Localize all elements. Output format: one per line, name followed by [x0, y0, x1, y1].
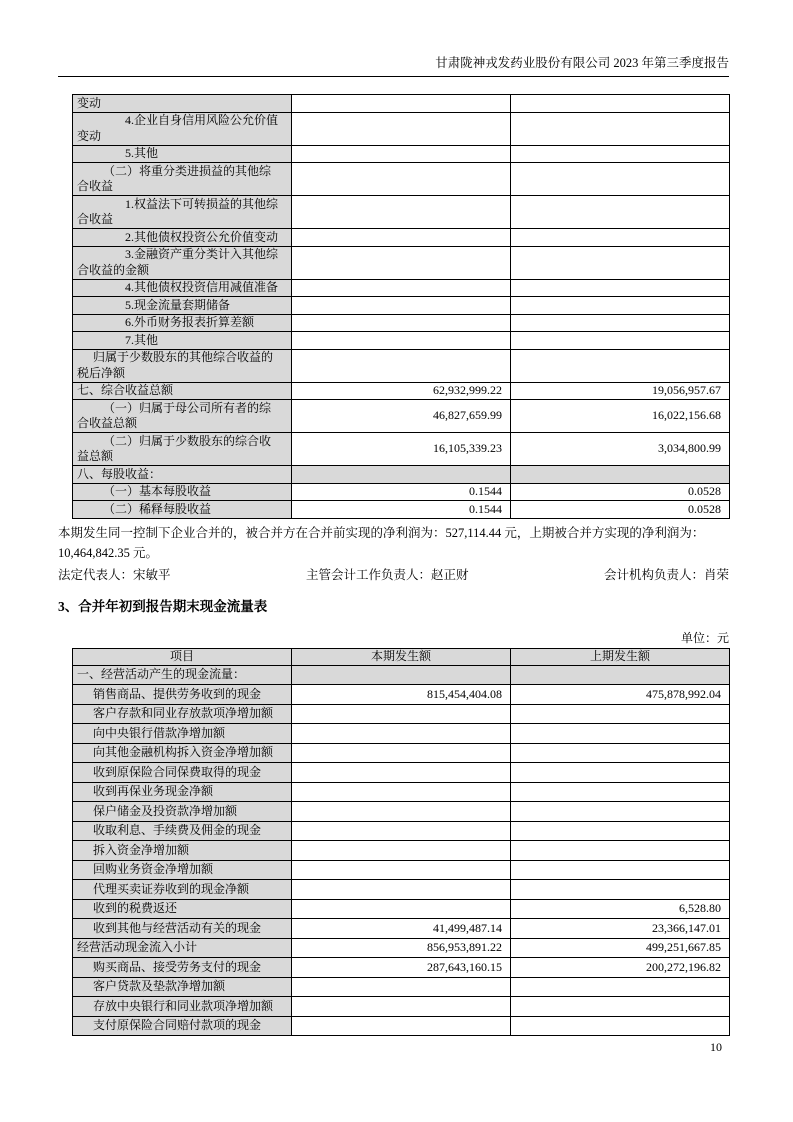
row-item-label: 客户贷款及垫款净增加额: [73, 977, 292, 997]
section-title: 3、合并年初到报告期末现金流量表: [58, 598, 268, 614]
table-row: [73, 665, 730, 685]
current-period-value: [292, 841, 511, 861]
current-period-value: 856,953,891.22: [292, 938, 511, 958]
prior-period-value: [511, 821, 730, 841]
chief-accountant: 主管会计工作负责人：赵正财: [305, 567, 469, 582]
current-period-value: [292, 314, 511, 332]
row-item-label: 收到其他与经营活动有关的现金: [73, 919, 292, 939]
row-item-label: （二）归属于少数股东的综合收益总额: [73, 433, 292, 466]
prior-period-value: [511, 743, 730, 763]
row-item-label: 收到的税费返还: [73, 899, 292, 919]
row-item-label: 5.现金流量套期储备: [73, 297, 292, 315]
table-row: [73, 279, 730, 297]
row-item-label: （二）将重分类进损益的其他综合收益: [73, 163, 292, 196]
prior-period-value: [511, 95, 730, 113]
current-period-value: [292, 95, 511, 113]
comprehensive-income-table: [72, 94, 730, 519]
col-header-current-period: 本期发生额: [292, 648, 511, 665]
table-row: [73, 349, 730, 382]
row-item-label: 存放中央银行和同业款项净增加额: [73, 997, 292, 1017]
table-row: [73, 382, 730, 400]
prior-period-value: [511, 704, 730, 724]
prior-period-value: [511, 763, 730, 783]
row-item-label: 6.外币财务报表折算差额: [73, 314, 292, 332]
row-item-label: 客户存款和同业存放款项净增加额: [73, 704, 292, 724]
table-row: [73, 997, 730, 1017]
current-period-value: [292, 899, 511, 919]
current-period-value: [292, 145, 511, 163]
table-row: [73, 1016, 730, 1036]
row-item-label: 七、综合收益总额: [73, 382, 292, 400]
current-period-value: [292, 704, 511, 724]
current-period-value: 0.1544: [292, 501, 511, 519]
row-item-label: 拆入资金净增加额: [73, 841, 292, 861]
current-period-value: [292, 724, 511, 744]
current-period-value: [292, 163, 511, 196]
prior-period-value: [511, 802, 730, 822]
table-row: [73, 977, 730, 997]
table-row: [73, 246, 730, 279]
row-item-label: （一）基本每股收益: [73, 483, 292, 501]
row-item-label: 收取利息、手续费及佣金的现金: [73, 821, 292, 841]
prior-period-value: [511, 860, 730, 880]
table-row: [73, 332, 730, 350]
table-row: [73, 229, 730, 247]
prior-period-value: [511, 229, 730, 247]
prior-period-value: [511, 314, 730, 332]
table-row: [73, 743, 730, 763]
prior-period-value: [511, 782, 730, 802]
legal-representative: 法定代表人：宋敏平: [58, 567, 171, 582]
table-row: [73, 938, 730, 958]
row-item-label: 向中央银行借款净增加额: [73, 724, 292, 744]
prior-period-value: [511, 163, 730, 196]
prior-period-value: [511, 297, 730, 315]
table-row: [73, 899, 730, 919]
prior-period-value: [511, 349, 730, 382]
row-item-label: （一）归属于母公司所有者的综合收益总额: [73, 400, 292, 433]
prior-period-value: 3,034,800.99: [511, 433, 730, 466]
accounting-head: 会计机构负责人：肖荣: [603, 567, 729, 582]
table-row: [73, 400, 730, 433]
row-item-label: 4.其他债权投资信用减值准备: [73, 279, 292, 297]
prior-period-value: 0.0528: [511, 483, 730, 501]
row-item-label: 支付原保险合同赔付款项的现金: [73, 1016, 292, 1036]
row-item-label: 保户储金及投资款净增加额: [73, 802, 292, 822]
current-period-value: [292, 112, 511, 145]
row-item-label: 变动: [73, 95, 292, 113]
table-row: [73, 466, 730, 484]
row-item-label: 1.权益法下可转损益的其他综合收益: [73, 196, 292, 229]
table-row: [73, 112, 730, 145]
row-item-label: 收到原保险合同保费取得的现金: [73, 763, 292, 783]
current-period-value: [292, 743, 511, 763]
prior-period-value: [511, 466, 730, 484]
current-period-value: [292, 297, 511, 315]
table-row: [73, 483, 730, 501]
prior-period-value: [511, 332, 730, 350]
prior-period-value: 499,251,667.85: [511, 938, 730, 958]
row-item-label: 购买商品、接受劳务支付的现金: [73, 958, 292, 978]
table-row: [73, 802, 730, 822]
row-item-label: 4.企业自身信用风险公允价值变动: [73, 112, 292, 145]
table-row: [73, 704, 730, 724]
table-row: [73, 919, 730, 939]
row-item-label: 收到再保业务现金净额: [73, 782, 292, 802]
table-row: [73, 821, 730, 841]
row-item-label: （二）稀释每股收益: [73, 501, 292, 519]
prior-period-value: 475,878,992.04: [511, 685, 730, 705]
prior-period-value: 16,022,156.68: [511, 400, 730, 433]
current-period-value: [292, 977, 511, 997]
current-period-value: [292, 196, 511, 229]
current-period-value: 46,827,659.99: [292, 400, 511, 433]
table-row: [73, 314, 730, 332]
current-period-value: [292, 466, 511, 484]
row-item-label: 7.其他: [73, 332, 292, 350]
row-item-label: 2.其他债权投资公允价值变动: [73, 229, 292, 247]
current-period-value: [292, 1016, 511, 1036]
row-item-label: 代理买卖证券收到的现金净额: [73, 880, 292, 900]
row-item-label: 销售商品、提供劳务收到的现金: [73, 685, 292, 705]
row-item-label: 经营活动现金流入小计: [73, 938, 292, 958]
current-period-value: [292, 763, 511, 783]
prior-period-value: [511, 841, 730, 861]
current-period-value: 287,643,160.15: [292, 958, 511, 978]
current-period-value: [292, 802, 511, 822]
prior-period-value: [511, 997, 730, 1017]
row-item-label: 八、每股收益：: [73, 466, 292, 484]
table-row: [73, 145, 730, 163]
table-row: [73, 880, 730, 900]
prior-period-value: 6,528.80: [511, 899, 730, 919]
row-item-label: 回购业务资金净增加额: [73, 860, 292, 880]
table-row: [73, 860, 730, 880]
prior-period-value: [511, 145, 730, 163]
prior-period-value: 200,272,196.82: [511, 958, 730, 978]
prior-period-value: [511, 977, 730, 997]
current-period-value: 0.1544: [292, 483, 511, 501]
table-row: [73, 297, 730, 315]
prior-period-value: [511, 112, 730, 145]
prior-period-value: 19,056,957.67: [511, 382, 730, 400]
current-period-value: [292, 229, 511, 247]
current-period-value: 62,932,999.22: [292, 382, 511, 400]
col-header-prior-period: 上期发生额: [511, 648, 730, 665]
cashflow-table: [72, 648, 730, 1037]
row-item-label: 3.金融资产重分类计入其他综合收益的金额: [73, 246, 292, 279]
table-row: [73, 724, 730, 744]
signature-row: [58, 567, 729, 584]
prior-period-value: 23,366,147.01: [511, 919, 730, 939]
table-row: [73, 763, 730, 783]
page-number: 10: [710, 1040, 722, 1054]
table-row: [73, 958, 730, 978]
row-item-label: 归属于少数股东的其他综合收益的税后净额: [73, 349, 292, 382]
prior-period-value: 0.0528: [511, 501, 730, 519]
current-period-value: [292, 332, 511, 350]
table-row: [73, 196, 730, 229]
table-row: [73, 433, 730, 466]
current-period-value: [292, 860, 511, 880]
table-row: [73, 782, 730, 802]
row-item-label: 一、经营活动产生的现金流量：: [73, 665, 292, 685]
prior-period-value: [511, 196, 730, 229]
page-header: [58, 55, 729, 77]
prior-period-value: [511, 1016, 730, 1036]
current-period-value: [292, 997, 511, 1017]
unit-label: 单位：元: [680, 630, 729, 645]
current-period-value: 41,499,487.14: [292, 919, 511, 939]
prior-period-value: [511, 724, 730, 744]
table-row: [73, 163, 730, 196]
row-item-label: 5.其他: [73, 145, 292, 163]
table-row: [73, 95, 730, 113]
current-period-value: [292, 246, 511, 279]
current-period-value: 16,105,339.23: [292, 433, 511, 466]
current-period-value: [292, 821, 511, 841]
row-item-label: 向其他金融机构拆入资金净增加额: [73, 743, 292, 763]
current-period-value: [292, 349, 511, 382]
prior-period-value: [511, 880, 730, 900]
table-row: [73, 841, 730, 861]
report-title: 甘肃陇神戎发药业股份有限公司 2023 年第三季度报告: [435, 56, 729, 70]
table-row: [73, 501, 730, 519]
merger-note: 本期发生同一控制下企业合并的，被合并方在合并前实现的净利润为：527,114.44 元，上期被合并方实现的净利润为：10,464,842.35 元。: [58, 525, 705, 560]
prior-period-value: [511, 246, 730, 279]
current-period-value: [292, 279, 511, 297]
prior-period-value: [511, 665, 730, 685]
current-period-value: [292, 665, 511, 685]
col-header-item: 项目: [73, 648, 292, 665]
current-period-value: [292, 880, 511, 900]
prior-period-value: [511, 279, 730, 297]
cashflow-header-row: [73, 648, 730, 665]
current-period-value: [292, 782, 511, 802]
table-row: [73, 685, 730, 705]
current-period-value: 815,454,404.08: [292, 685, 511, 705]
